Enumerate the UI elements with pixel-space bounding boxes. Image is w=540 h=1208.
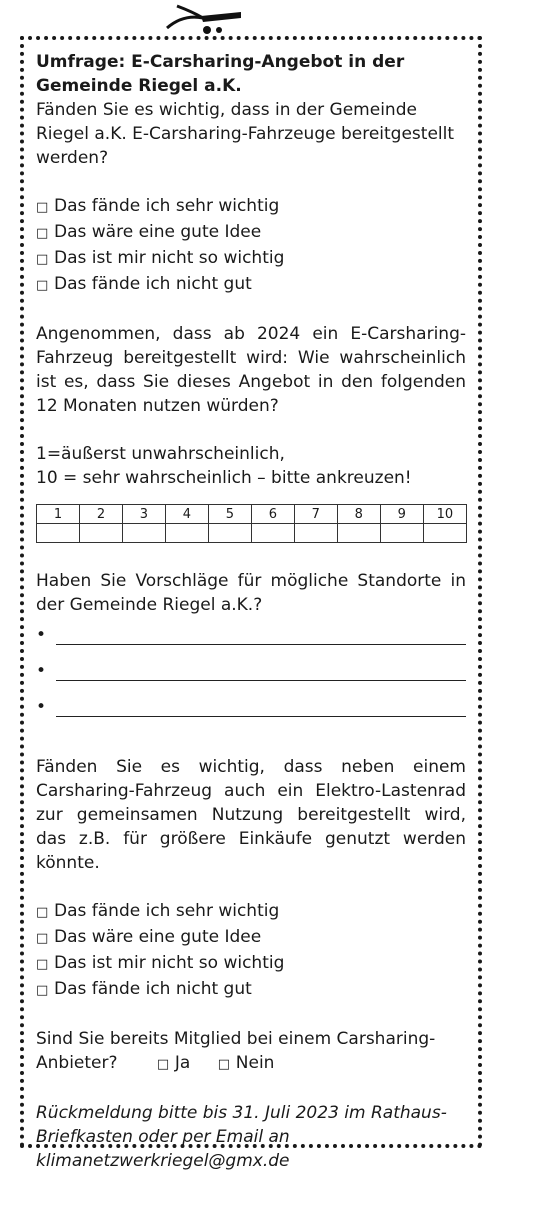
question-5: Sind Sie bereits Mitglied bei einem Carsharing-Anbieter? □ Ja □ Nein [36,1027,466,1077]
scale-header-row [37,505,467,524]
question-4: Fänden Sie es wichtig, dass neben einem Carsharing-Fahrzeug auch ein Elektro-Lastenrad zur gemeinsamen Nutzung bereitgestellt wird, das z.B. für größere Einkäufe genutzt werden könnte. [36,757,466,873]
question-1: Fänden Sie es wichtig, dass in der Gemeinde Riegel a.K. E-Carsharing-Fahrzeuge bereitgestellt werden? [36,100,455,168]
scale-label: 8 [337,505,380,524]
scale-label: 10 [423,505,466,524]
checkbox-icon[interactable]: □ [36,278,49,293]
checkbox-icon[interactable]: □ [217,1057,231,1072]
location-input-3[interactable] [36,689,466,725]
scale-cell[interactable] [251,524,294,543]
scissors-icon [163,0,243,34]
checkbox-icon[interactable]: □ [156,1057,170,1072]
checkbox-icon[interactable]: □ [36,252,49,267]
scale-cell[interactable] [122,524,165,543]
survey-card [20,36,482,1171]
checkbox-icon[interactable]: □ [36,931,49,946]
location-input-2[interactable] [36,653,466,689]
checkbox-icon[interactable]: □ [36,905,49,920]
scale-label: 7 [294,505,337,524]
scale-legend-high: 10 = sehr wahrscheinlich – bitte ankreuzen! [36,468,412,488]
survey-title: Umfrage: E-Carsharing-Angebot in der Gemeinde Riegel a.K. [36,52,405,96]
option-4[interactable]: □ Das fände ich nicht gut [36,977,466,1003]
option-2[interactable]: □ Das wäre eine gute Idee [36,925,466,951]
option-3[interactable]: □ Das ist mir nicht so wichtig [36,246,466,272]
checkbox-icon[interactable]: □ [36,957,49,972]
bullet: • [36,661,47,681]
scale-answer-row [37,524,467,543]
bullet: • [36,697,47,717]
scale-cell[interactable] [79,524,122,543]
question-2: Angenommen, dass ab 2024 ein E-Carsharing-Fahrzeug bereitgestellt wird: Wie wahrscheinlich ist es, dass Sie dieses Angebot in den folgenden 12 Monaten nutzen würden? [36,324,466,416]
scale-cell[interactable] [337,524,380,543]
checkbox-icon[interactable]: □ [36,983,49,998]
scale-label: 2 [79,505,122,524]
option-2[interactable]: □ Das wäre eine gute Idee [36,220,466,246]
option-1[interactable]: □ Das fände ich sehr wichtig [36,194,466,220]
scale-cell[interactable] [423,524,466,543]
checkbox-icon[interactable]: □ [36,226,49,241]
rating-scale-table [36,504,467,543]
scale-label: 1 [37,505,80,524]
scale-label: 5 [208,505,251,524]
scale-cell[interactable] [380,524,423,543]
option-yes[interactable]: □ Ja [157,1053,190,1073]
location-input-1[interactable] [36,617,466,653]
checkbox-icon[interactable]: □ [36,200,49,215]
bullet: • [36,625,47,645]
scale-cell[interactable] [37,524,80,543]
option-no[interactable]: □ Nein [218,1053,275,1073]
scale-label: 3 [122,505,165,524]
scale-label: 9 [380,505,423,524]
scale-cell[interactable] [208,524,251,543]
question-3: Haben Sie Vorschläge für mögliche Standorte in der Gemeinde Riegel a.K.? [36,571,466,615]
option-4[interactable]: □ Das fände ich nicht gut [36,272,466,298]
scale-cell[interactable] [165,524,208,543]
question-4-options [36,899,466,1003]
option-3[interactable]: □ Das ist mir nicht so wichtig [36,951,466,977]
scale-cell[interactable] [294,524,337,543]
scale-label: 6 [251,505,294,524]
question-1-options [36,194,466,298]
scale-label: 4 [165,505,208,524]
footer-note: Rückmeldung bitte bis 31. Juli 2023 im Rathaus-Briefkasten oder per Email an klimanetzwerkriegel@gmx.de [36,1103,447,1171]
scale-legend-low: 1=äußerst unwahrscheinlich, [36,444,285,464]
option-1[interactable]: □ Das fände ich sehr wichtig [36,899,466,925]
